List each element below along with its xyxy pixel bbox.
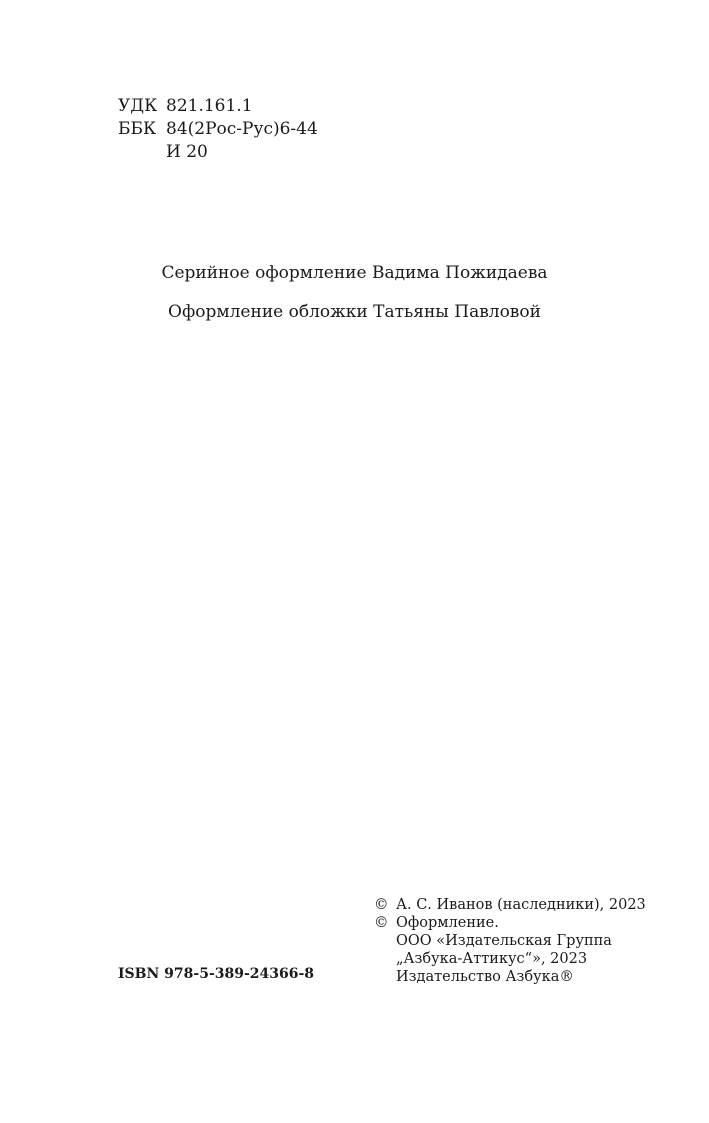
bbk-row: [118, 118, 318, 141]
isbn: ISBN 978-5-389-24366-8: [118, 966, 315, 982]
copyright-design-line: Издательство Азбука®: [396, 969, 574, 985]
copyright-author-line: А. С. Иванов (наследники), 2023: [396, 897, 646, 913]
udk-label: УДК: [118, 96, 158, 116]
classification-block: [118, 95, 318, 164]
copyright-block: [374, 896, 646, 986]
copyright-design-row: [374, 914, 646, 986]
author-mark-row: [118, 141, 318, 164]
udk-value: 821.161.1: [166, 96, 253, 116]
cover-design-credit: Оформление обложки Татьяны Павловой: [168, 302, 541, 322]
series-design-credit: Серийное оформление Вадима Пожидаева: [161, 263, 548, 283]
copyright-design-line: Оформление.: [396, 915, 499, 931]
copyright-icon: ©: [374, 897, 389, 913]
udk-row: [118, 95, 318, 118]
copyright-design-line: ООО «Издательская Группа: [396, 933, 612, 949]
bbk-value: 84(2Рос-Рус)6-44: [166, 119, 318, 139]
copyright-design-line: „Азбука-Аттикус“», 2023: [396, 951, 588, 967]
bbk-label: ББК: [118, 119, 157, 139]
copyright-author-row: [374, 896, 646, 914]
copyright-icon: ©: [374, 915, 389, 931]
author-mark: И 20: [166, 142, 208, 162]
